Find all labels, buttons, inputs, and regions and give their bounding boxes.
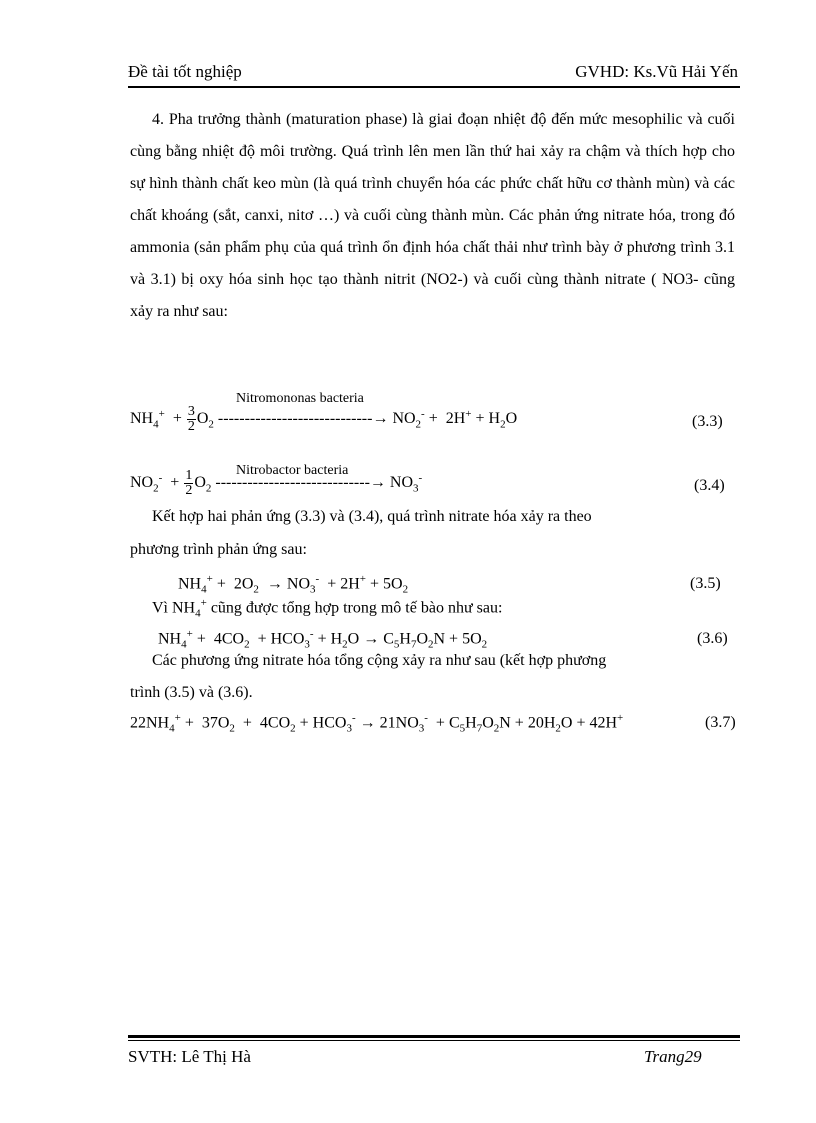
text-combine-1: Kết hợp hai phản ứng (3.3) và (3.4), quá trình nitrate hóa xảy ra theo xyxy=(152,508,592,525)
header-left: Đề tài tốt nghiệp xyxy=(128,62,242,81)
eq37-number: (3.7) xyxy=(705,714,736,731)
eq35-number: (3.5) xyxy=(690,575,721,592)
equation-3-4: $NO_2^-$ + $\frac{1}{2}$ $O_2$ -----------------------------→ $NO_3^-$ xyxy=(130,468,423,498)
footer-left: SVTH: Lê Thị Hà xyxy=(128,1047,251,1066)
eq33-label: Nitromononas bacteria xyxy=(236,391,364,406)
text-synthesis-a: Vì NH xyxy=(152,599,196,617)
footer-rule-thin xyxy=(128,1040,740,1041)
text-total-1: Các phương ứng nitrate hóa tổng cộng xảy ra như sau (kết hợp phương xyxy=(152,652,607,669)
equation-3-6: $NH_4^+ + 4CO_2 + HCO_3^- + H_2O \to C_5H_7O_2N + 5O_2$ xyxy=(158,628,488,651)
paragraph-text: 4. Pha trưởng thành (maturation phase) là giai đoạn nhiệt độ đến mức mesophilic và cuối cùng bằng nhiệt độ môi trường. Quá trình lên men lần thứ hai xảy ra chậm và thích hợp cho sự hình thành chất keo mùn (là quá trình chuyển hóa các phức chất hữu cơ thành mùn) và các chất khoáng (sắt, canxi, nitơ …) và cuối cùng thành mùn. Các phản ứng nitrate hóa, trong đó ammonia (sản phẩm phụ của quá trình ổn định hóa chất thải như trình bày ở phương trình 3.1 và 3.1) bị oxy hóa sinh học tạo thành nitrit (NO2-) và cuối cùng thành nitrate ( NO3- cũng xảy ra như sau: xyxy=(130,111,735,320)
eq34-number: (3.4) xyxy=(694,477,725,494)
header-right: GVHD: Ks.Vũ Hải Yến xyxy=(575,62,738,81)
eq34-label: Nitrobactor bacteria xyxy=(236,463,349,478)
text-synthesis-b: cũng được tổng hợp trong mô tế bào như sau: xyxy=(210,599,503,617)
eq33-number: (3.3) xyxy=(692,413,723,430)
footer-rule-thick xyxy=(128,1035,740,1038)
text-synthesis: Vì $NH_4^+$ cũng được tổng hợp trong mô tế bào như sau: xyxy=(152,597,503,620)
header-rule xyxy=(128,86,740,88)
eq36-number: (3.6) xyxy=(697,630,728,647)
paragraph-maturation xyxy=(130,104,735,328)
text-total-2: trình (3.5) và (3.6). xyxy=(130,684,253,701)
equation-3-3: $NH_4^+$ + $\frac{3}{2}$ $O_2$ -----------------------------→ $NO_2^- + 2H^+ + H_2O$ xyxy=(130,404,518,434)
equation-3-7: $22NH_4^+ + 37O_2 + 4CO_2 + HCO_3^- \to 21NO_3^- + C_5H_7O_2N + 20H_2O + 42H^+$ xyxy=(130,712,624,735)
text-combine-2: phương trình phản ứng sau: xyxy=(130,541,307,558)
page-number: Trang29 xyxy=(644,1047,702,1066)
equation-3-5: $NH_4^+ + 2O_2 \to NO_3^- + 2H^+ + 5O_2$ xyxy=(178,573,409,596)
